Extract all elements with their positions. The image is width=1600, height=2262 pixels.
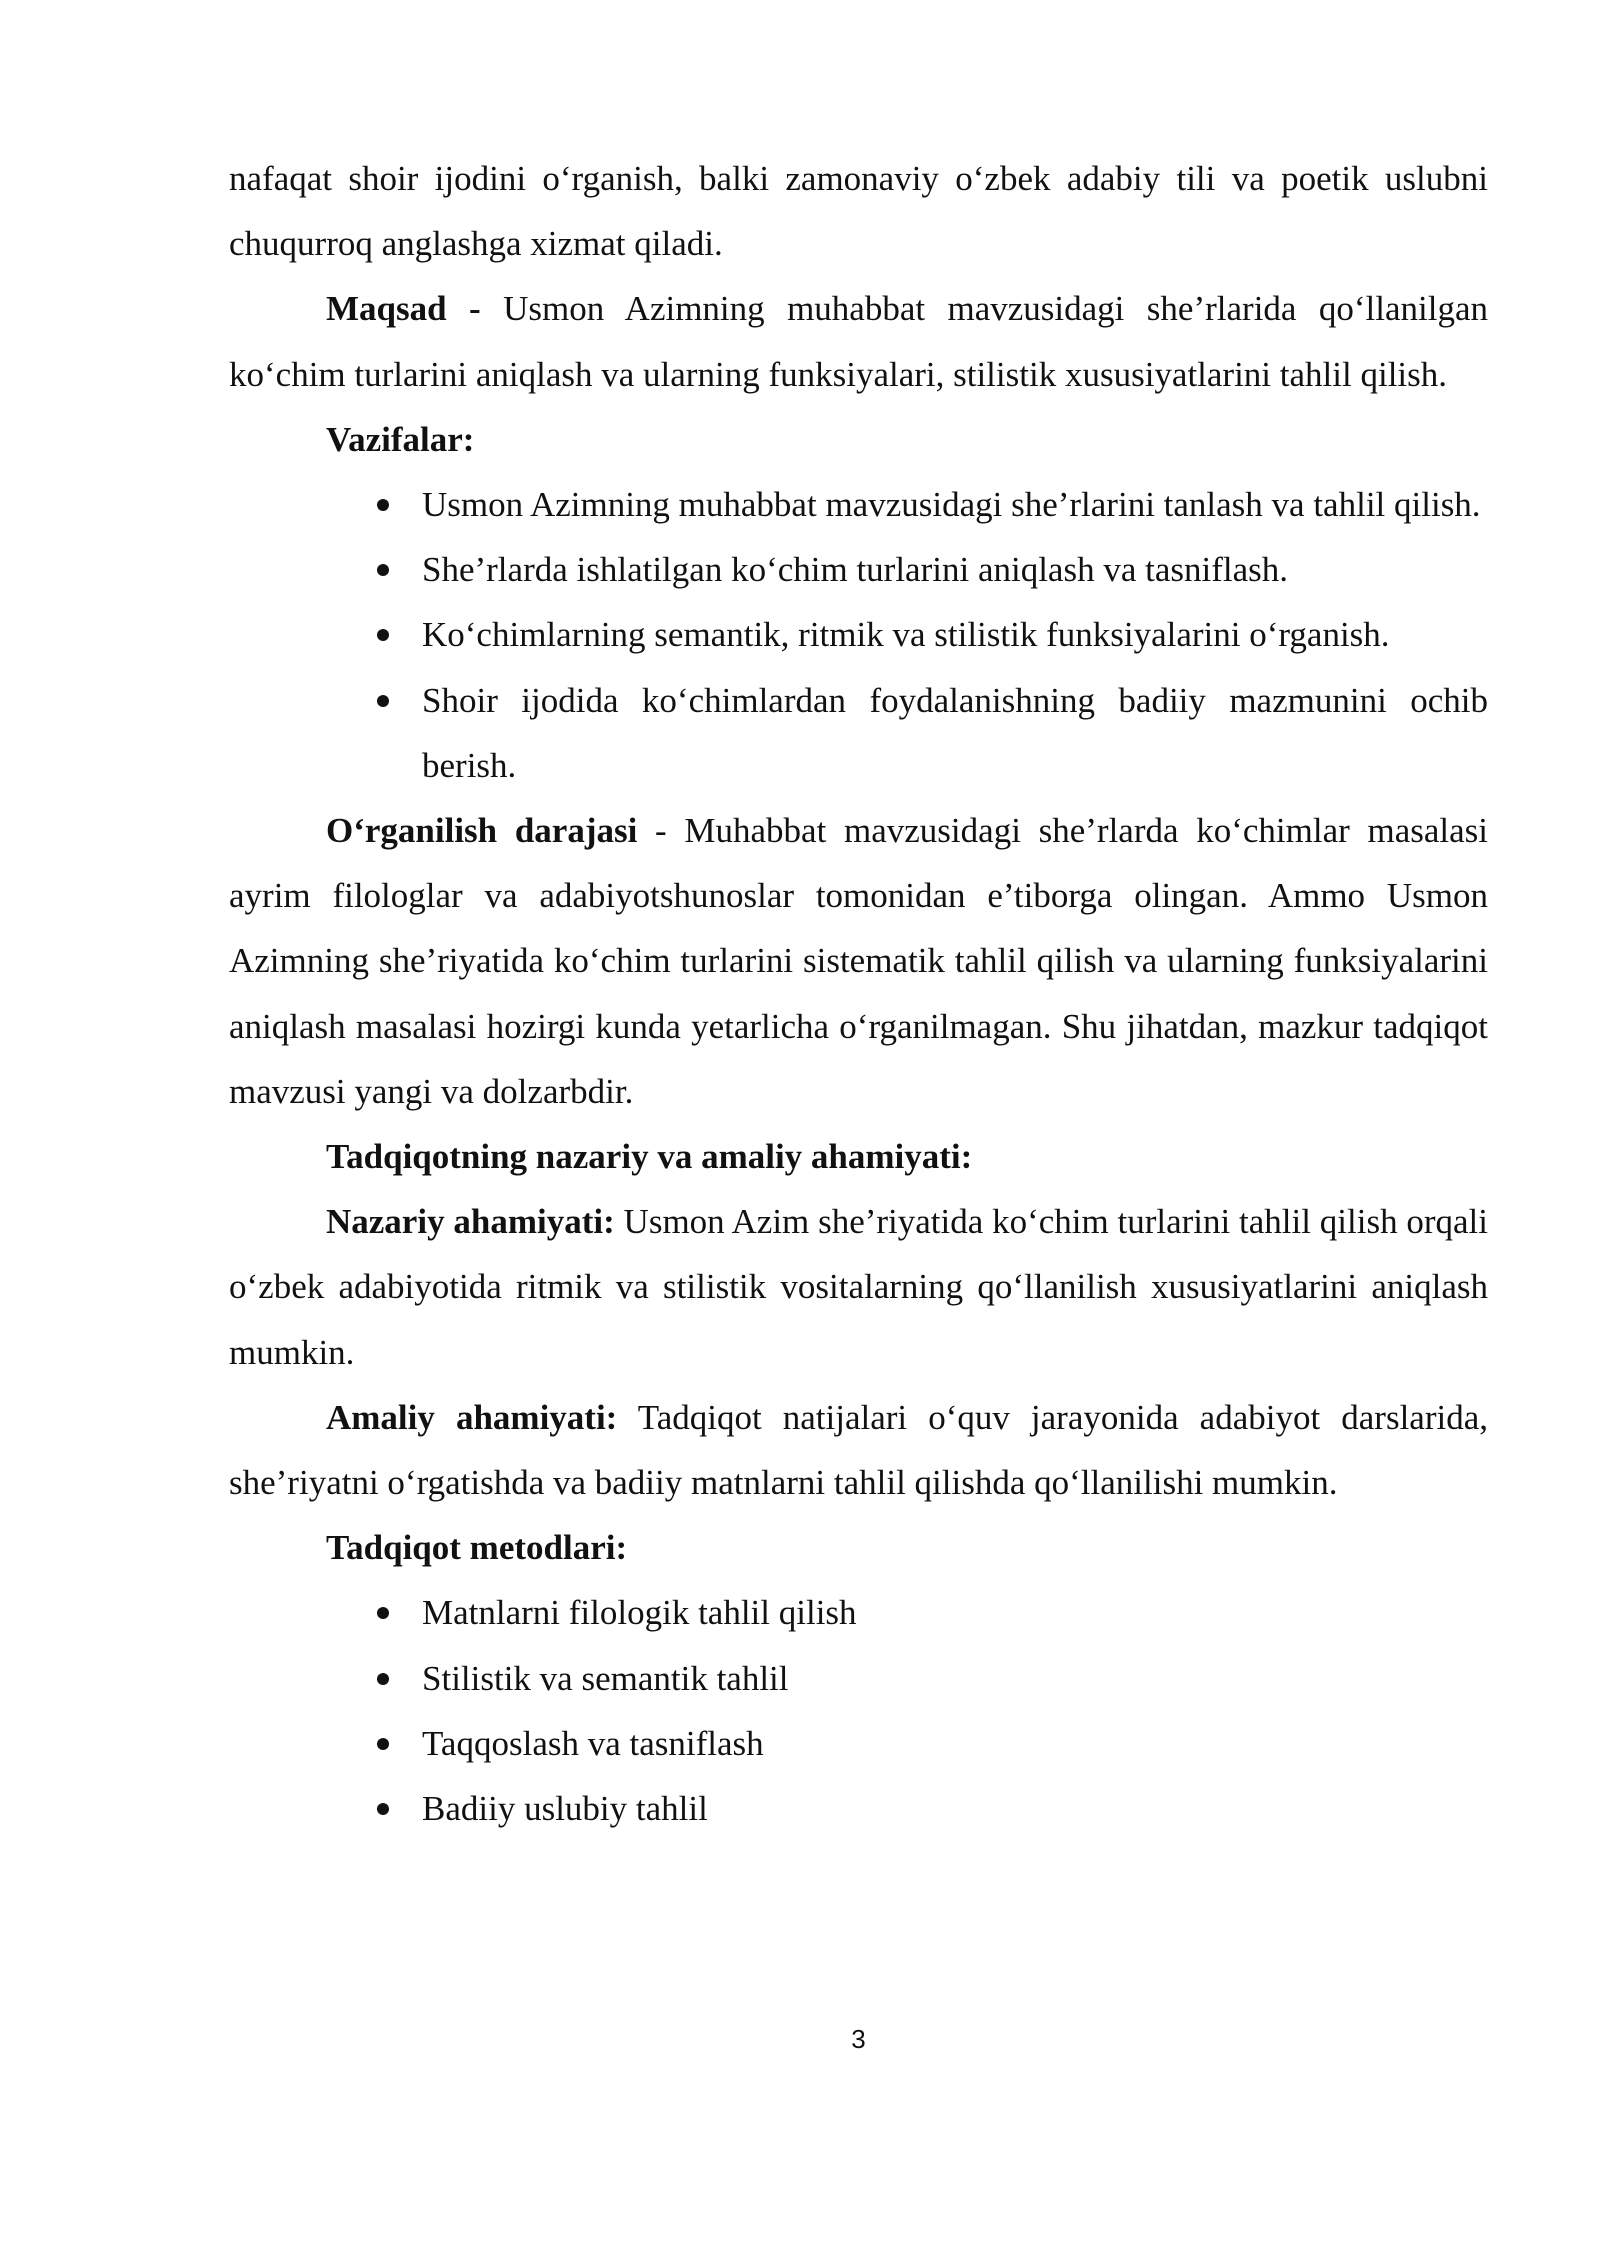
organilish-paragraph [229,798,1488,1124]
nazariy-label: Nazariy ahamiyati: [326,1202,615,1242]
intro-paragraph: nafaqat shoir ijodini oʻrganish, balki zamonaviy oʻzbek adabiy tili va poetik uslubni chuqurroq anglashga xizmat qiladi. [229,159,1488,264]
organilish-text: - Muhabbat mavzusidagi she’rlarda koʻchimlar masalasi ayrim filologlar va adabiyotshunoslar tomonidan e’tiborga olingan. Ammo Usmon Azimning she’riyatida koʻchim turlarini sistematik tahlil qilish va ularning funksiyalarini aniqlash masalasi hozirgi kunda yetarlicha oʻrganilmagan. Shu jihatdan, mazkur tadqiqot mavzusi yangi va dolzarbdir. [229,811,1488,1111]
ahamiyat-heading: Tadqiqotning nazariy va amaliy ahamiyati: [326,1137,973,1177]
list-item: Taqqoslash va tasniflash [422,1711,1488,1776]
nazariy-text: Usmon Azim she’riyatida koʻchim turlarini tahlil qilish orqali oʻzbek adabiyotida ritmik va stilistik vositalarning qoʻllanilish xususiyatlarini aniqlash mumkin. [229,1202,1488,1372]
maqsad-text: Usmon Azimning muhabbat mavzusidagi she’rlarida qoʻllanilgan koʻchim turlarini aniqlash va ularning funksiyalari, stilistik xususiyatlarini tahlil qilish. [229,289,1488,394]
maqsad-paragraph [229,276,1488,406]
amaliy-label: Amaliy ahamiyati: [326,1397,618,1437]
organilish-label: Oʻrganilish darajasi [326,811,638,851]
list-item: She’rlarda ishlatilgan koʻchim turlarini aniqlash va tasniflash. [422,537,1488,602]
maqsad-label: Maqsad - [326,289,481,329]
page-number: 3 [851,2024,866,2054]
nazariy-paragraph [229,1189,1488,1385]
list-item: Matnlarni filologik tahlil qilish [422,1580,1488,1645]
list-item: Usmon Azimning muhabbat mavzusidagi she’rlarini tanlash va tahlil qilish. [422,472,1488,537]
list-item: Shoir ijodida koʻchimlardan foydalanishning badiiy mazmunini ochib berish. [422,668,1488,798]
vazifalar-list [229,472,1488,798]
metodlar-heading: Tadqiqot metodlari: [326,1528,628,1568]
list-item: Koʻchimlarning semantik, ritmik va stilistik funksiyalarini oʻrganish. [422,602,1488,667]
document-page [229,146,1488,1841]
list-item: Stilistik va semantik tahlil [422,1646,1488,1711]
list-item: Badiiy uslubiy tahlil [422,1776,1488,1841]
amaliy-paragraph [229,1385,1488,1515]
vazifalar-heading: Vazifalar: [326,419,475,459]
amaliy-text: Tadqiqot natijalari oʻquv jarayonida adabiyot darslarida, she’riyatni oʻrgatishda va badiiy matnlarni tahlil qilishda qoʻllanilishi mumkin. [229,1397,1488,1503]
metodlar-list [229,1580,1488,1841]
